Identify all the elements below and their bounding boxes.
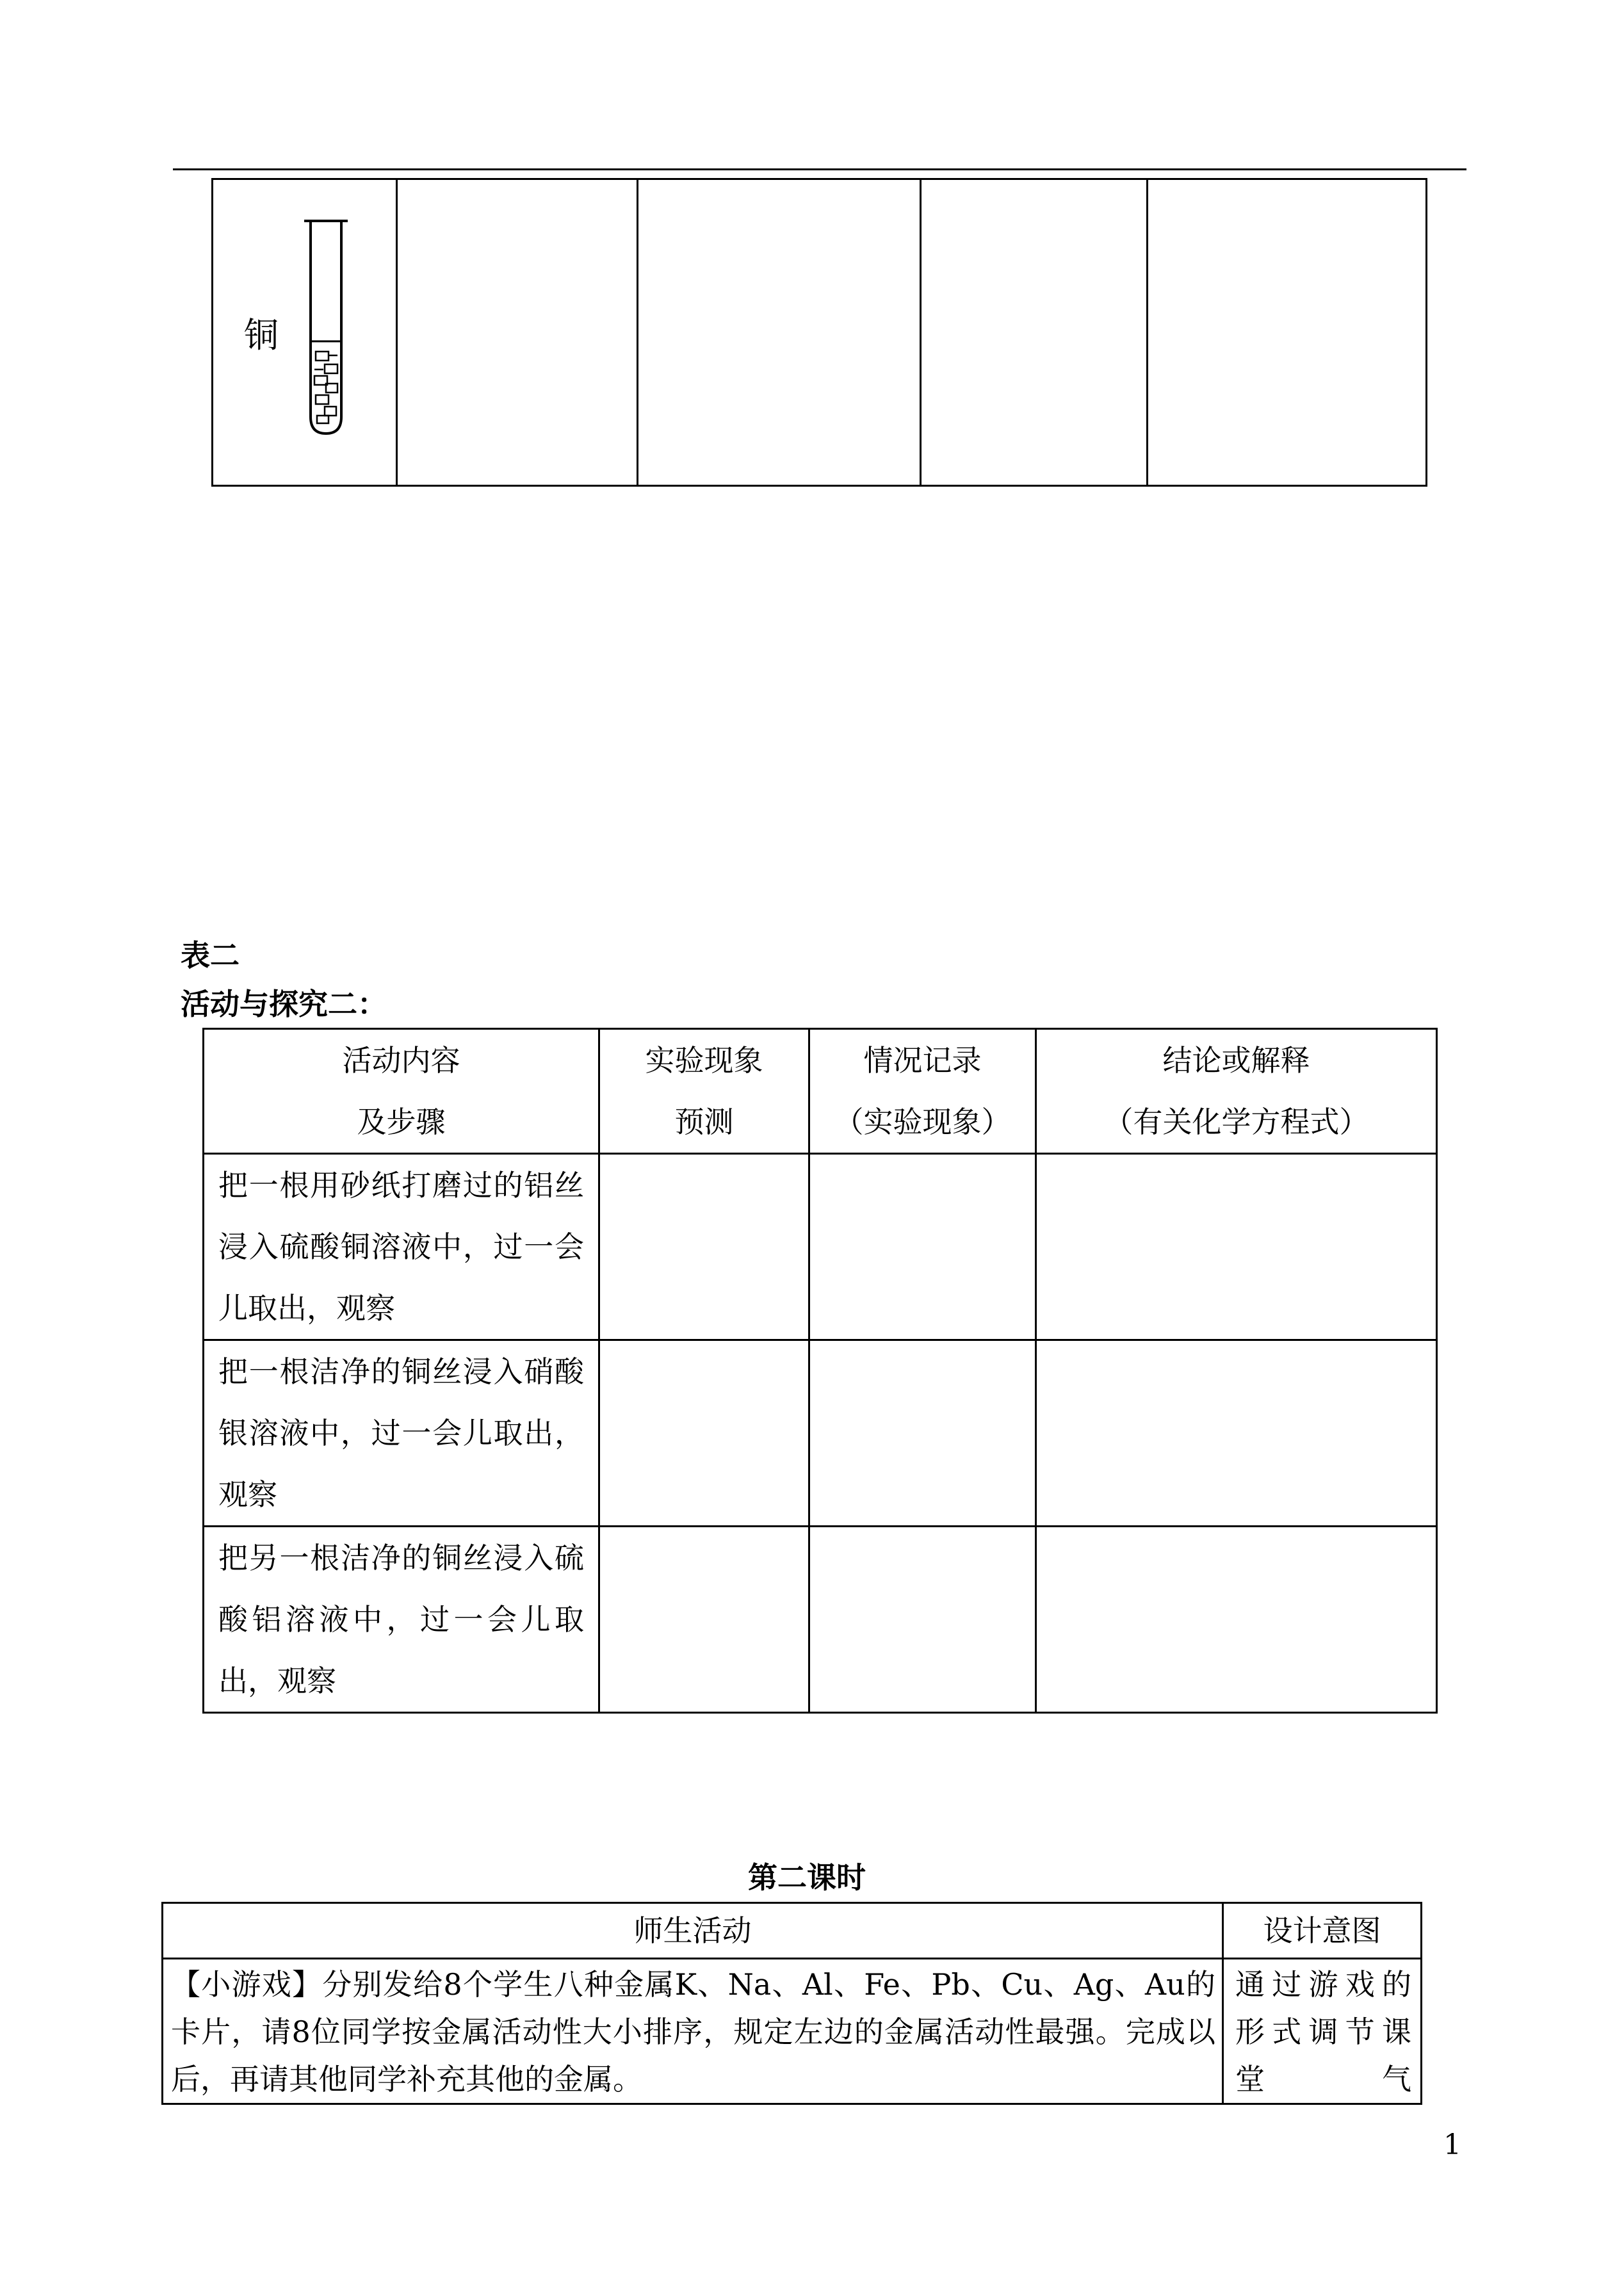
table-row (204, 1340, 1437, 1527)
copper-experiment-table (211, 178, 1427, 487)
step-text: 把一根用砂纸打磨过的铝丝浸入硫酸铜溶液中，过一会儿取出，观察 (204, 1154, 599, 1340)
header-intent: 设计意图 (1223, 1903, 1422, 1959)
step-text: 把一根洁净的铜丝浸入硝酸银溶液中，过一会儿取出，观察 (204, 1340, 599, 1527)
blank-cell (638, 179, 921, 486)
header-prediction: 实验现象 预测 (599, 1029, 809, 1154)
table-row (204, 1154, 1437, 1340)
table-caption: 表二 (181, 938, 240, 973)
table-row (204, 1527, 1437, 1713)
blank-cell (1036, 1340, 1437, 1527)
table-header-row (204, 1029, 1437, 1154)
tube-cell (213, 179, 397, 486)
header-activity: 师生活动 (163, 1903, 1223, 1959)
blank-cell (809, 1340, 1036, 1527)
blank-cell (1036, 1527, 1437, 1713)
blank-cell (1036, 1154, 1437, 1340)
blank-cell (397, 179, 638, 486)
blank-cell (1148, 179, 1427, 486)
header-conclusion: 结论或解释 （有关化学方程式） (1036, 1029, 1437, 1154)
header-steps: 活动内容 及步骤 (204, 1029, 599, 1154)
tube-label: 铜 (244, 315, 279, 355)
table-subtitle: 活动与探究二： (181, 987, 387, 1021)
table-row (163, 1959, 1422, 2104)
intent-text: 通过游戏的形式调节课堂气 (1223, 1959, 1422, 2104)
activity-table (202, 1028, 1438, 1714)
blank-cell (599, 1340, 809, 1527)
blank-cell (809, 1527, 1036, 1713)
header-rule (173, 168, 1466, 170)
table-header-row (163, 1903, 1422, 1959)
test-tube-icon (296, 213, 361, 444)
activity-text: 【小游戏】分别发给8个学生八种金属K、Na、Al、Fe、Pb、Cu、Ag、Au的卡片，请8位同学按金属活动性大小排序，规定左边的金属活动性最强。完成以后，再请其他同学补充其他的金属。 (163, 1959, 1223, 2104)
section-title: 第二课时 (748, 1860, 866, 1895)
blank-cell (599, 1527, 809, 1713)
header-record: 情况记录 （实验现象） (809, 1029, 1036, 1154)
lesson-table (161, 1902, 1422, 2105)
blank-cell (599, 1154, 809, 1340)
blank-cell (921, 179, 1148, 486)
blank-cell (809, 1154, 1036, 1340)
page-number: 1 (1443, 2129, 1461, 2161)
step-text: 把另一根洁净的铜丝浸入硫酸铝溶液中，过一会儿取出，观察 (204, 1527, 599, 1713)
